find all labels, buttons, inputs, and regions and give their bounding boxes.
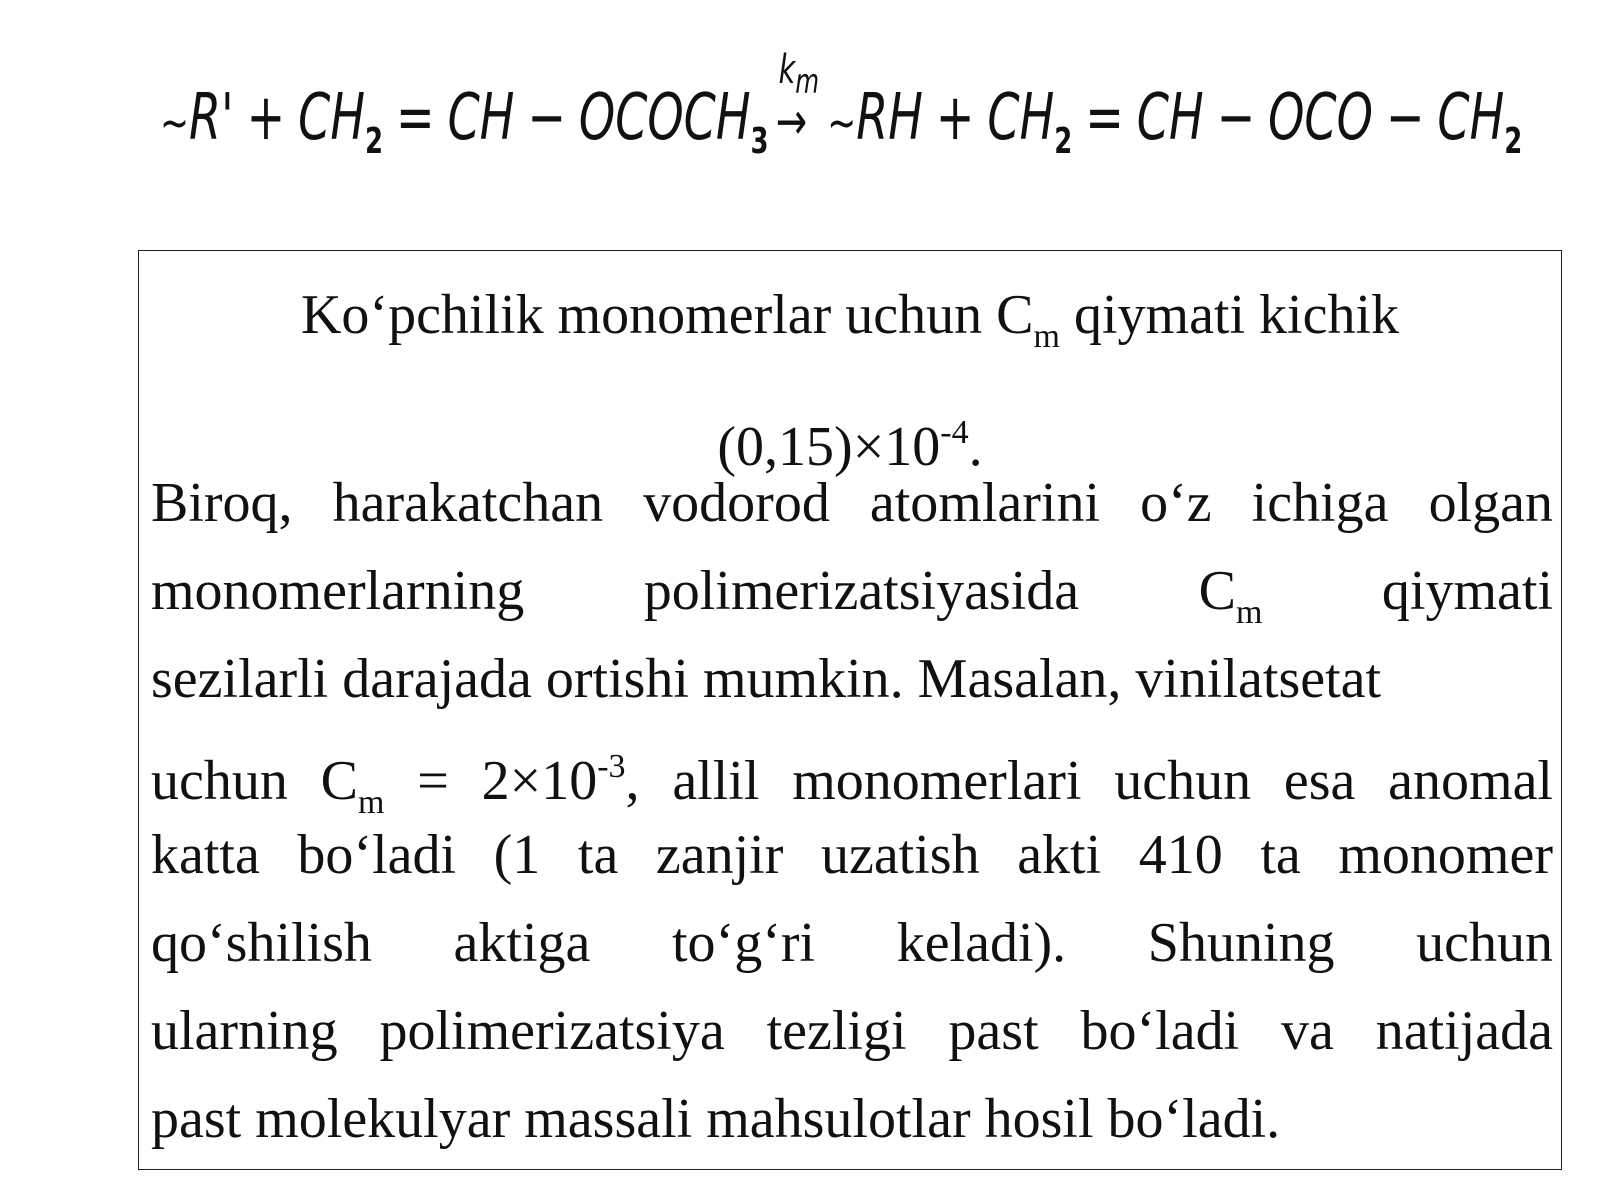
intro-line-2-text: (0,15)×10	[717, 416, 941, 478]
equation-radical: R'	[188, 81, 234, 155]
paragraph-line	[151, 547, 1553, 635]
paragraph-line: katta bo‘ladi (1 ta zanjir uzatish akti 410 ta monomer	[151, 824, 1553, 886]
equation-tilde-left: ~	[160, 95, 189, 151]
equation-reactant-c-sub: 3	[750, 121, 769, 162]
equation-equals: =	[1085, 81, 1124, 155]
equation-reactant-c-text: OCOCH	[578, 81, 751, 155]
equation-reactant-a	[298, 81, 384, 162]
equation-rate-k: k	[778, 47, 796, 93]
main-paragraph	[151, 459, 1553, 1163]
equation-product-b	[987, 81, 1073, 162]
paragraph-line	[151, 723, 1553, 821]
equation-arrow-group	[775, 47, 820, 152]
reaction-equation	[160, 47, 1523, 198]
paragraph-line: ularning polimerizatsiya tezligi past bo‘ladi va natijada	[151, 1000, 1553, 1062]
paragraph-line: Biroq, harakatchan vodorod atomlarini o‘z ichiga olgan	[151, 472, 1553, 534]
paragraph-line: past molekulyar massali mahsulotlar hosil bo‘ladi.	[151, 1088, 1281, 1150]
cm-subscript: m	[358, 784, 385, 821]
equation-reactant-c	[578, 81, 769, 162]
equation-reactant-a-text: CH	[298, 81, 365, 155]
intro-line-1-tail: qiymati kichik	[1059, 284, 1400, 346]
paragraph-line: sezilarli darajada ortishi mumkin. Masalan, vinilatsetat	[151, 648, 1382, 710]
paragraph-line-mid: = 2×10	[384, 750, 598, 812]
equation-product-e-sub: 2	[1504, 121, 1523, 162]
reaction-arrow-icon: →	[775, 92, 808, 152]
paragraph-line-text: monomerlarning polimerizatsiyasida C	[151, 560, 1236, 622]
equation-rate-constant	[778, 47, 820, 102]
equation-dash: −	[527, 81, 566, 155]
intro-line-1	[139, 267, 1561, 385]
equation-plus: +	[246, 81, 286, 155]
equation-dash: −	[1216, 81, 1256, 155]
paragraph-line-tail: , allil monomerlari uchun esa anomal	[625, 750, 1553, 812]
equation-tilde-right: ~	[827, 95, 857, 151]
text-frame	[138, 250, 1562, 1170]
paragraph-line: qo‘shilish aktiga to‘g‘ri keladi). Shuning uchun	[151, 912, 1553, 974]
equation-product-b-sub: 2	[1054, 121, 1073, 162]
equation-rate-sub: m	[795, 62, 820, 102]
equation-product-c: CH	[1136, 81, 1204, 155]
exponent-superscript: -3	[597, 748, 626, 785]
equation-dash: −	[1385, 81, 1425, 155]
equation-product-a: RH	[856, 81, 923, 155]
equation-row	[160, 47, 1523, 162]
equation-reactant-a-sub: 2	[364, 121, 384, 162]
exponent-superscript: -4	[940, 414, 969, 451]
equation-product-e-text: CH	[1437, 81, 1505, 155]
equation-plus: +	[935, 81, 975, 155]
paragraph-line-text: uchun C	[151, 750, 358, 812]
equation-equals: =	[396, 81, 435, 155]
intro-line-2-tail: .	[968, 416, 983, 478]
intro-line-1-text: Ko‘pchilik monomerlar uchun C	[300, 284, 1034, 346]
equation-product-d: OCO	[1268, 81, 1373, 155]
equation-product-b-text: CH	[987, 81, 1055, 155]
cm-subscript: m	[1235, 594, 1263, 631]
equation-reactant-b: CH	[447, 81, 515, 155]
paragraph-line-tail: qiymati	[1262, 560, 1554, 622]
cm-subscript: m	[1033, 318, 1060, 355]
equation-product-e	[1437, 81, 1523, 162]
